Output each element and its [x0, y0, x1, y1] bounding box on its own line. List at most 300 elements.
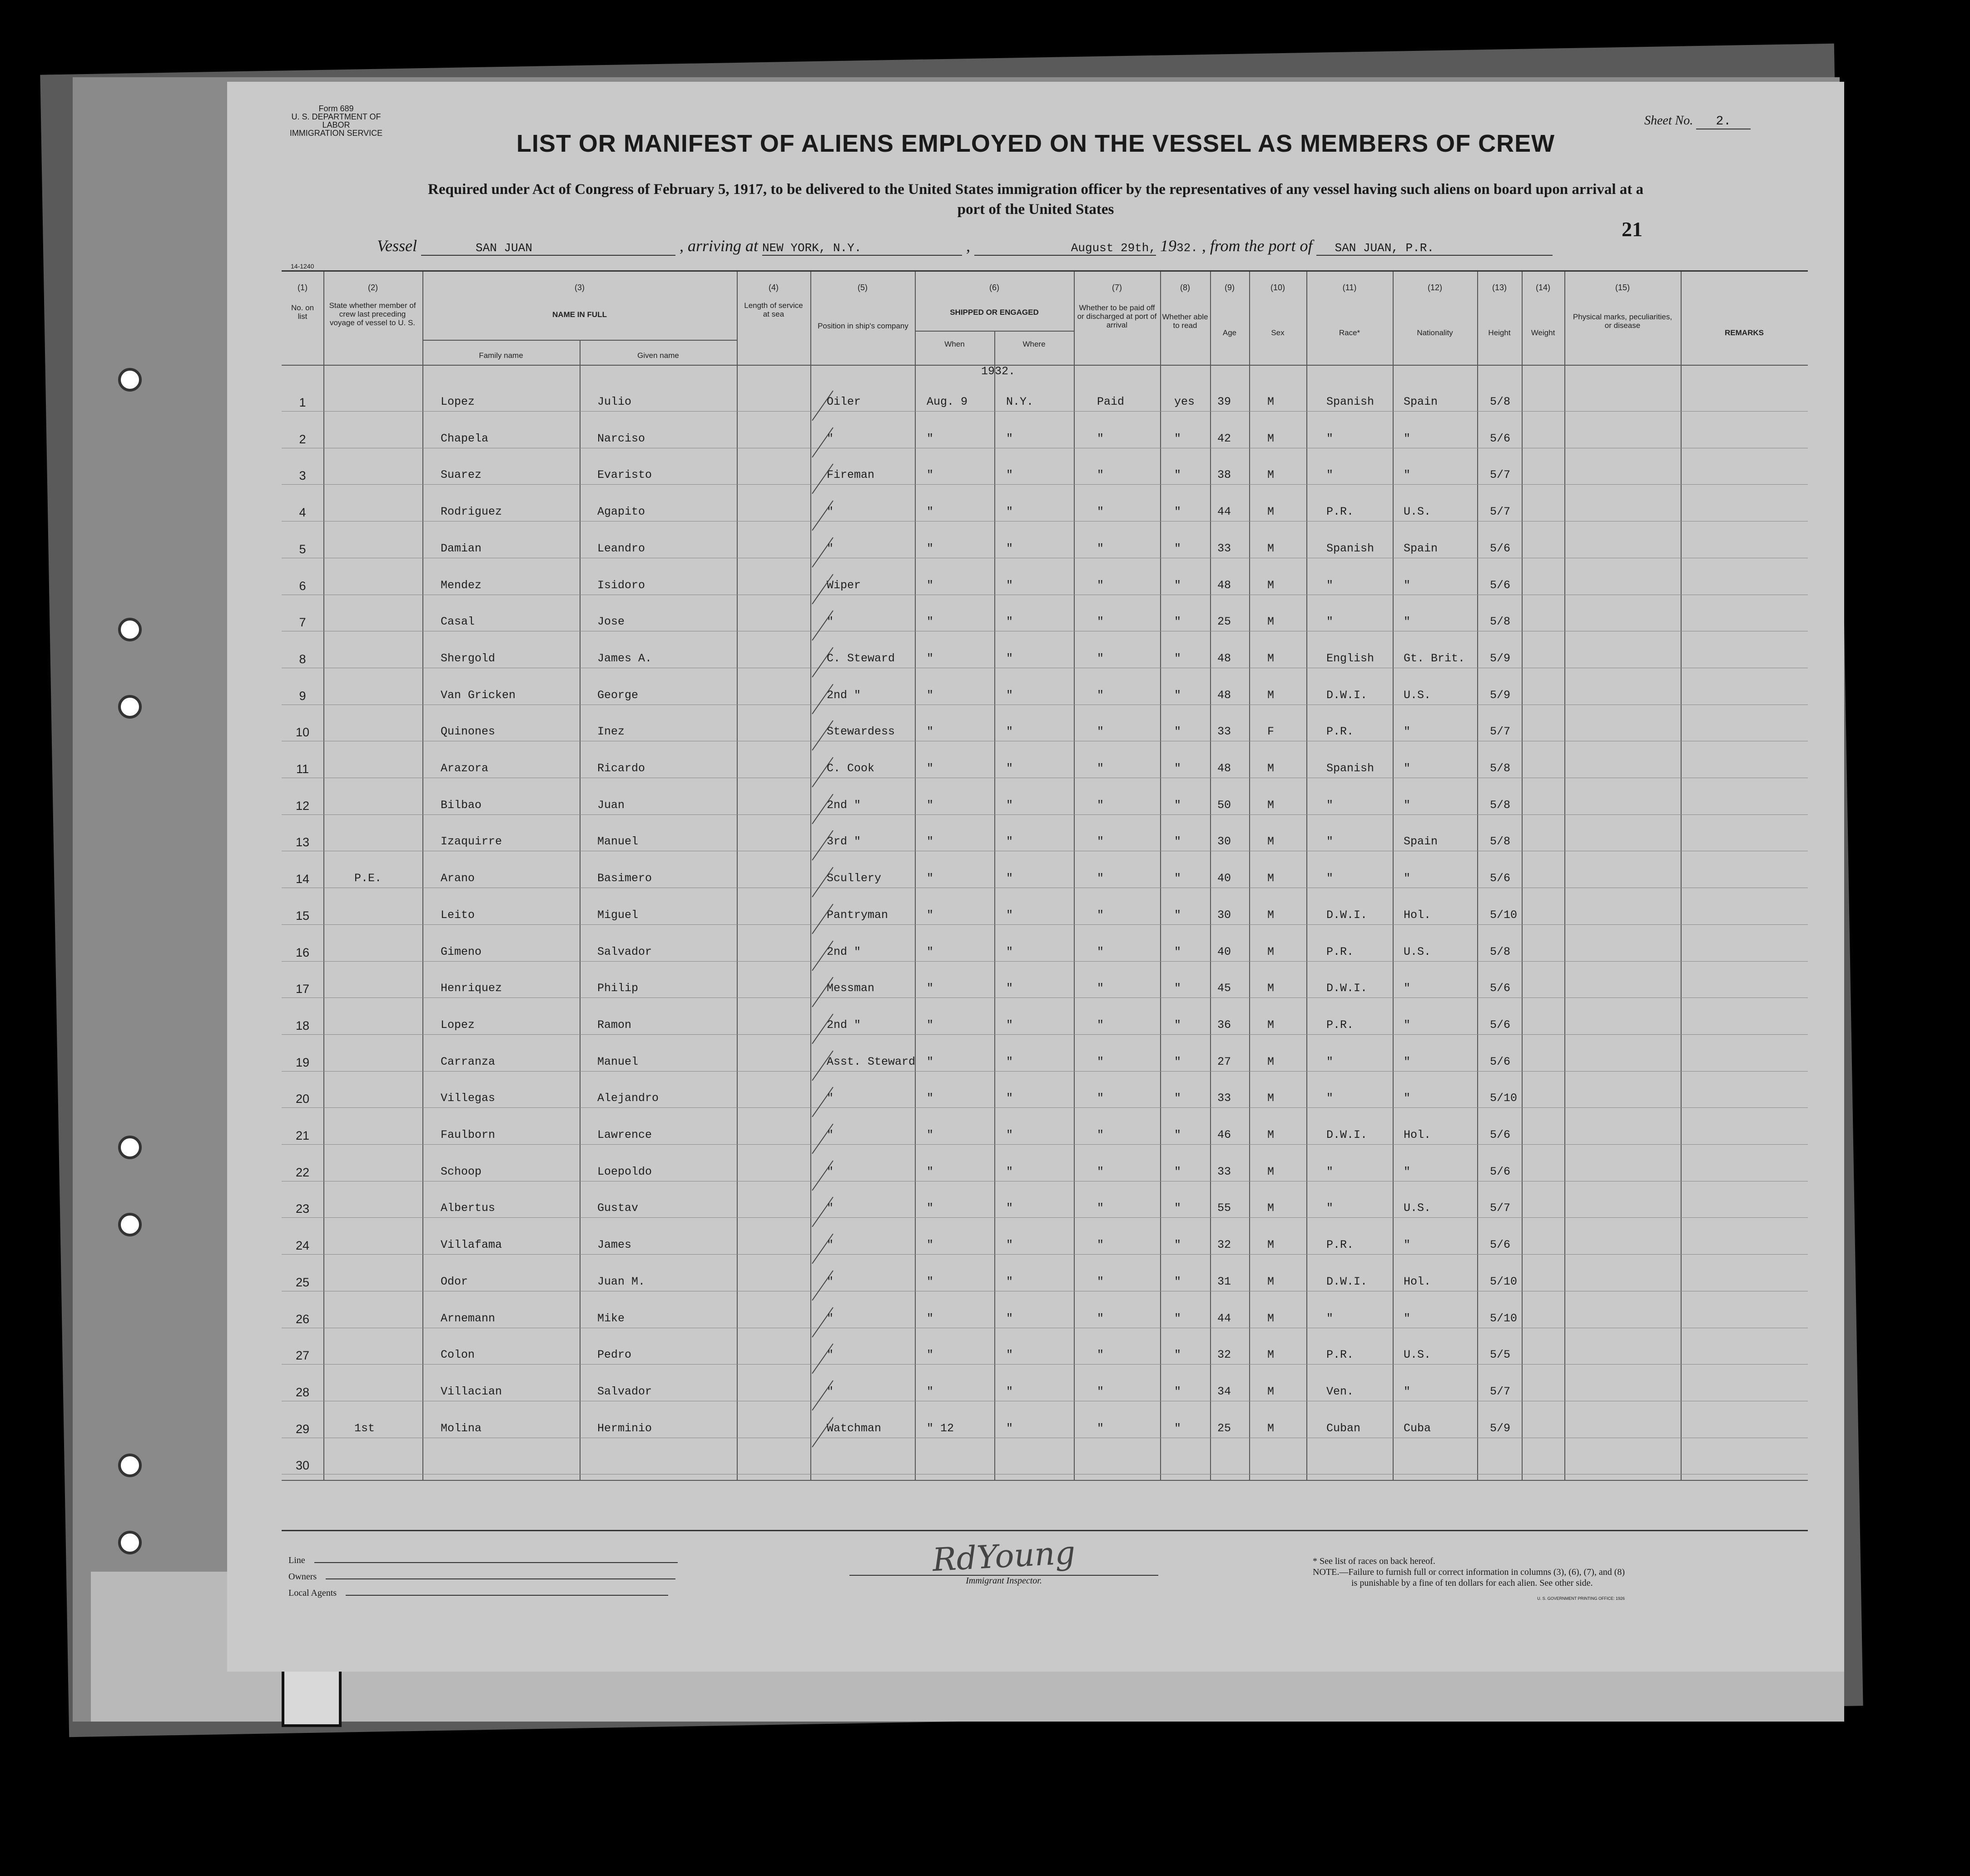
cell-given: Evaristo: [597, 468, 652, 482]
cell-family: Suarez: [441, 468, 482, 482]
row-number: 26: [295, 1312, 310, 1326]
row-number: 22: [295, 1165, 310, 1179]
cell-sex: M: [1267, 1385, 1275, 1398]
cell-height: 5/6: [1490, 872, 1511, 885]
cell-height: 5/7: [1490, 1385, 1511, 1398]
cell-race: Ven.: [1326, 1385, 1354, 1398]
cell-position: Scullery: [827, 872, 882, 885]
cell-sex: M: [1267, 1421, 1275, 1435]
cell-when: ": [927, 1128, 934, 1141]
cell-race: Spanish: [1326, 762, 1375, 775]
cell-read: ": [1174, 1311, 1181, 1325]
sheet-number: [1644, 114, 1751, 129]
cell-sex: M: [1267, 1018, 1275, 1032]
cell-sex: M: [1267, 872, 1275, 885]
row-number: 5: [299, 542, 306, 556]
column-divider: [1074, 272, 1075, 1480]
cell-age: 36: [1217, 1018, 1231, 1032]
cell-given: Ramon: [597, 1018, 632, 1032]
cell-race: Spanish: [1326, 541, 1375, 555]
year-note: 1932.: [981, 365, 1016, 378]
cell-family: Quinones: [441, 725, 496, 739]
binder-hole: [118, 1213, 142, 1236]
cell-read: ": [1174, 1421, 1181, 1435]
cell-race: Spanish: [1326, 395, 1375, 408]
cell-where: ": [1006, 982, 1013, 995]
cell-paid: ": [1097, 468, 1104, 482]
cell-when: ": [927, 1092, 934, 1105]
arriving-at-value: NEW YORK, N.Y.: [762, 241, 962, 256]
cell-height: 5/6: [1490, 1238, 1511, 1252]
cell-sex: M: [1267, 945, 1275, 958]
row-number: 9: [299, 689, 306, 703]
cell-when: ": [927, 798, 934, 812]
row-rule: [282, 1107, 1808, 1108]
cell-read: ": [1174, 762, 1181, 775]
sheet-value: 2.: [1696, 114, 1751, 129]
cell-given: Isidoro: [597, 578, 645, 592]
row-number: 24: [295, 1239, 310, 1253]
header-remarks: REMARKS: [1725, 328, 1764, 337]
header-able-read: Whether able to read: [1162, 313, 1208, 330]
row-number: 19: [295, 1055, 310, 1069]
cell-height: 5/9: [1490, 1421, 1511, 1435]
cell-given: Lawrence: [597, 1128, 652, 1141]
col-num-8: (8): [1180, 283, 1190, 292]
cell-nationality: Spain: [1404, 835, 1438, 849]
cell-nationality: ": [1404, 615, 1411, 629]
row-number: 18: [295, 1018, 310, 1032]
cell-family: Bilbao: [441, 798, 482, 812]
cell-nationality: ": [1404, 982, 1411, 995]
cell-where: ": [1006, 908, 1013, 922]
cell-position: 3rd ": [827, 835, 861, 849]
note-line2: is punishable by a fine of ten dollars for each alien. See other side.: [1351, 1578, 1593, 1588]
cell-sex: M: [1267, 1055, 1275, 1068]
cell-where: ": [1006, 505, 1013, 519]
cell-paid: ": [1097, 872, 1104, 885]
cell-family: Arano: [441, 872, 475, 885]
header-nationality: Nationality: [1417, 328, 1453, 337]
cell-when: ": [927, 578, 934, 592]
cell-height: 5/6: [1490, 1055, 1511, 1068]
cell-family: Odor: [441, 1275, 468, 1288]
cell-position: ": [827, 1128, 834, 1141]
cell-race: English: [1326, 651, 1375, 665]
cell-where: ": [1006, 1055, 1013, 1068]
cell-race: ": [1326, 872, 1334, 885]
cell-given: Ricardo: [597, 762, 645, 775]
cell-read: ": [1174, 835, 1181, 849]
col-num-4: (4): [769, 283, 779, 292]
cell-nationality: Gt. Brit.: [1404, 651, 1465, 665]
cell-family: Mendez: [441, 578, 482, 592]
cell-position: 2nd ": [827, 945, 861, 958]
row-number: 15: [295, 908, 310, 923]
column-divider: [422, 272, 423, 1480]
cell-race: ": [1326, 798, 1334, 812]
cell-read: ": [1174, 1092, 1181, 1105]
cell-given: Juan: [597, 798, 625, 812]
row-number: 17: [295, 982, 310, 996]
cell-height: 5/6: [1490, 1018, 1511, 1032]
cell-where: ": [1006, 688, 1013, 702]
cell-where: N.Y.: [1006, 395, 1034, 408]
cell-nationality: Hol.: [1404, 908, 1431, 922]
cell-paid: Paid: [1097, 395, 1125, 408]
cell-read: ": [1174, 1201, 1181, 1215]
cell-read: ": [1174, 1018, 1181, 1032]
cell-height: 5/7: [1490, 468, 1511, 482]
note-races: * See list of races on back hereof.: [1313, 1556, 1435, 1566]
footer-left: [288, 1552, 678, 1601]
cell-age: 48: [1217, 762, 1231, 775]
cell-when: ": [927, 1238, 934, 1252]
cell-when: Aug. 9: [927, 395, 968, 408]
binder-hole: [118, 618, 142, 641]
cell-paid: ": [1097, 835, 1104, 849]
sheet-label: Sheet No.: [1644, 114, 1693, 128]
cell-where: ": [1006, 1311, 1013, 1325]
cell-paid: ": [1097, 725, 1104, 739]
cell-given: Leandro: [597, 541, 645, 555]
cell-family: Izaquirre: [441, 835, 502, 849]
cell-paid: ": [1097, 1201, 1104, 1215]
cell-where: ": [1006, 541, 1013, 555]
cell-paid: ": [1097, 1238, 1104, 1252]
cell-sex: M: [1267, 468, 1275, 482]
cell-family: Henriquez: [441, 982, 502, 995]
cell-read: ": [1174, 615, 1181, 629]
column-divider: [1393, 272, 1394, 1480]
cell-read: ": [1174, 688, 1181, 702]
print-code-top: 14-1240: [291, 263, 314, 270]
cell-family: Van Gricken: [441, 688, 516, 702]
cell-nationality: ": [1404, 725, 1411, 739]
cell-race: P.R.: [1326, 1348, 1354, 1362]
cell-position: ": [827, 541, 834, 555]
cell-given: Miguel: [597, 908, 639, 922]
cell-nationality: U.S.: [1404, 505, 1431, 519]
cell-family: Leito: [441, 908, 475, 922]
cell-read: ": [1174, 982, 1181, 995]
cell-height: 5/7: [1490, 1201, 1511, 1215]
cell-age: 48: [1217, 578, 1231, 592]
cell-height: 5/6: [1490, 541, 1511, 555]
cell-given: Philip: [597, 982, 639, 995]
cell-nationality: ": [1404, 1385, 1411, 1398]
col-num-3: (3): [575, 283, 585, 292]
cell-age: 39: [1217, 395, 1231, 408]
form-number: Form 689: [318, 104, 354, 113]
cell-age: 40: [1217, 872, 1231, 885]
name-subheader-divider: [422, 340, 737, 341]
row-rule: [282, 1144, 1808, 1145]
page-number: 21: [1622, 218, 1642, 241]
cell-when: ": [927, 1165, 934, 1178]
col-num-14: (14): [1535, 283, 1550, 292]
column-divider: [1306, 272, 1307, 1480]
cell-paid: ": [1097, 1055, 1104, 1068]
cell-where: ": [1006, 578, 1013, 592]
cell-race: ": [1326, 578, 1334, 592]
cell-age: 50: [1217, 798, 1231, 812]
cell-sex: M: [1267, 1348, 1275, 1362]
cell-when: ": [927, 1311, 934, 1325]
cell-race: P.R.: [1326, 725, 1354, 739]
column-divider: [1522, 272, 1523, 1480]
cell-sex: M: [1267, 1275, 1275, 1288]
subtitle-line1: Required under Act of Congress of February 5, 1917, to be delivered to the United States immigration officer by the representatives of any vessel having such aliens on board upon arrival at a: [428, 181, 1643, 198]
arrival-date: August 29th,: [974, 241, 1156, 256]
cell-where: ": [1006, 872, 1013, 885]
cell-when: ": [927, 908, 934, 922]
row-rule: [282, 484, 1808, 485]
cell-read: ": [1174, 468, 1181, 482]
cell-paid: ": [1097, 945, 1104, 958]
row-rule: [282, 411, 1808, 412]
cell-age: 34: [1217, 1385, 1231, 1398]
cell-age: 33: [1217, 541, 1231, 555]
cell-given: James: [597, 1238, 632, 1252]
cell-race: D.W.I.: [1326, 982, 1368, 995]
crew-table: [282, 270, 1808, 1531]
cell-when: ": [927, 725, 934, 739]
cell-position: ": [827, 505, 834, 519]
cell-where: ": [1006, 945, 1013, 958]
row-number: 13: [295, 835, 310, 849]
col-num-1: (1): [298, 283, 308, 292]
cell-race: ": [1326, 1201, 1334, 1215]
col-num-7: (7): [1112, 283, 1122, 292]
printing-office: U. S. GOVERNMENT PRINTING OFFICE: 1926: [1537, 1596, 1625, 1601]
cell-age: 33: [1217, 1092, 1231, 1105]
cell-sex: F: [1267, 725, 1275, 739]
cell-when: ": [927, 1201, 934, 1215]
column-divider: [323, 272, 324, 1480]
cell-age: 32: [1217, 1348, 1231, 1362]
cell-nationality: Hol.: [1404, 1128, 1431, 1141]
cell-age: 42: [1217, 432, 1231, 445]
cell-paid: ": [1097, 578, 1104, 592]
binder-hole: [118, 368, 142, 392]
cell-family: Chapela: [441, 432, 489, 445]
cell-when: " 12: [927, 1421, 954, 1435]
row-number: 7: [299, 615, 306, 630]
cell-height: 5/6: [1490, 432, 1511, 445]
cell-race: ": [1326, 468, 1334, 482]
cell-sex: M: [1267, 1092, 1275, 1105]
cell-nationality: ": [1404, 1018, 1411, 1032]
cell-age: 25: [1217, 1421, 1231, 1435]
cell-race: P.R.: [1326, 945, 1354, 958]
cell-prev: 1st: [354, 1421, 375, 1435]
cell-paid: ": [1097, 908, 1104, 922]
cell-where: ": [1006, 1348, 1013, 1362]
cell-where: ": [1006, 798, 1013, 812]
cell-read: ": [1174, 1385, 1181, 1398]
cell-where: ": [1006, 615, 1013, 629]
cell-sex: M: [1267, 541, 1275, 555]
cell-height: 5/10: [1490, 1092, 1518, 1105]
cell-position: ": [827, 1385, 834, 1398]
header-state-whether: State whether member of crew last preceding voyage of vessel to U. S.: [329, 301, 416, 327]
row-number: 28: [295, 1385, 310, 1399]
cell-given: Narciso: [597, 432, 645, 445]
cell-position: Wiper: [827, 578, 861, 592]
cell-paid: ": [1097, 982, 1104, 995]
cell-paid: ": [1097, 615, 1104, 629]
cell-paid: ": [1097, 1311, 1104, 1325]
cell-nationality: ": [1404, 762, 1411, 775]
cell-family: Molina: [441, 1421, 482, 1435]
cell-read: ": [1174, 651, 1181, 665]
row-number: 12: [295, 799, 310, 813]
cell-read: ": [1174, 798, 1181, 812]
cell-height: 5/7: [1490, 725, 1511, 739]
local-agents-label: Local Agents: [288, 1588, 337, 1598]
cell-paid: ": [1097, 432, 1104, 445]
column-divider: [994, 331, 995, 1480]
cell-height: 5/10: [1490, 908, 1518, 922]
cell-height: 5/10: [1490, 1275, 1518, 1288]
row-number: 30: [295, 1459, 310, 1473]
col-num-11: (11): [1342, 283, 1357, 292]
cell-position: Messman: [827, 982, 875, 995]
cell-age: 30: [1217, 835, 1231, 849]
cell-given: Manuel: [597, 835, 639, 849]
row-rule: [282, 924, 1808, 925]
cell-sex: M: [1267, 651, 1275, 665]
cell-family: Lopez: [441, 395, 475, 408]
row-number: 23: [295, 1202, 310, 1216]
cell-where: ": [1006, 1421, 1013, 1435]
cell-family: Colon: [441, 1348, 475, 1362]
cell-age: 32: [1217, 1238, 1231, 1252]
cell-race: ": [1326, 432, 1334, 445]
header-name-in-full: NAME IN FULL: [552, 310, 607, 319]
col-num-13: (13): [1492, 283, 1507, 292]
cell-when: ": [927, 1055, 934, 1068]
cell-age: 48: [1217, 688, 1231, 702]
cell-race: ": [1326, 835, 1334, 849]
cell-when: ": [927, 688, 934, 702]
table-end-divider: [282, 1480, 1808, 1481]
cell-given: Julio: [597, 395, 632, 408]
column-divider: [1564, 272, 1565, 1480]
header-given-name: Given name: [637, 351, 679, 360]
manifest-sheet: [227, 82, 1844, 1672]
cell-nationality: ": [1404, 798, 1411, 812]
cell-given: Manuel: [597, 1055, 639, 1068]
cell-race: ": [1326, 1092, 1334, 1105]
cell-sex: M: [1267, 835, 1275, 849]
cell-paid: ": [1097, 688, 1104, 702]
col-num-9: (9): [1225, 283, 1235, 292]
cell-age: 44: [1217, 1311, 1231, 1325]
cell-nationality: ": [1404, 872, 1411, 885]
header-sex: Sex: [1271, 328, 1285, 337]
cell-prev: P.E.: [354, 872, 382, 885]
cell-given: Alejandro: [597, 1092, 659, 1105]
cell-read: ": [1174, 1348, 1181, 1362]
column-divider: [737, 272, 738, 1480]
cell-where: ": [1006, 835, 1013, 849]
column-divider: [915, 272, 916, 1480]
cell-sex: M: [1267, 762, 1275, 775]
cell-read: ": [1174, 541, 1181, 555]
cell-given: Agapito: [597, 505, 645, 519]
cell-paid: ": [1097, 762, 1104, 775]
cell-nationality: ": [1404, 1238, 1411, 1252]
cell-read: ": [1174, 432, 1181, 445]
cell-given: Gustav: [597, 1201, 639, 1215]
cell-position: Watchman: [827, 1421, 882, 1435]
cell-sex: M: [1267, 395, 1275, 408]
cell-paid: ": [1097, 1092, 1104, 1105]
header-length-service: Length of service at sea: [744, 301, 803, 318]
header-height: Height: [1488, 328, 1511, 337]
cell-sex: M: [1267, 615, 1275, 629]
arriving-label: , arriving at: [679, 237, 758, 255]
cell-race: ": [1326, 1311, 1334, 1325]
cell-given: George: [597, 688, 639, 702]
cell-when: ": [927, 1385, 934, 1398]
cell-where: ": [1006, 762, 1013, 775]
cell-race: P.R.: [1326, 505, 1354, 519]
cell-nationality: U.S.: [1404, 945, 1431, 958]
cell-sex: M: [1267, 688, 1275, 702]
cell-height: 5/8: [1490, 798, 1511, 812]
department-label: U. S. DEPARTMENT OF LABOR: [291, 112, 381, 129]
row-number: 11: [296, 762, 309, 776]
cell-when: ": [927, 872, 934, 885]
cell-height: 5/10: [1490, 1311, 1518, 1325]
cell-paid: ": [1097, 505, 1104, 519]
row-number: 3: [299, 469, 306, 483]
cell-family: Shergold: [441, 651, 496, 665]
header-weight: Weight: [1531, 328, 1555, 337]
cell-age: 30: [1217, 908, 1231, 922]
cell-family: Albertus: [441, 1201, 496, 1215]
row-number: 1: [299, 396, 306, 409]
cell-sex: M: [1267, 1238, 1275, 1252]
cell-read: yes: [1174, 395, 1195, 408]
from-port-value: SAN JUAN, P.R.: [1316, 241, 1553, 256]
row-rule: [282, 1364, 1808, 1365]
cell-sex: M: [1267, 578, 1275, 592]
col-num-5: (5): [858, 283, 868, 292]
cell-position: ": [827, 432, 834, 445]
page-title: LIST OR MANIFEST OF ALIENS EMPLOYED ON THE VESSEL AS MEMBERS OF CREW: [516, 130, 1555, 157]
cell-nationality: ": [1404, 578, 1411, 592]
row-rule: [282, 1254, 1808, 1255]
cell-given: Jose: [597, 615, 625, 629]
cell-sex: M: [1267, 1165, 1275, 1178]
cell-height: 5/8: [1490, 762, 1511, 775]
cell-family: Casal: [441, 615, 475, 629]
cell-when: ": [927, 1275, 934, 1288]
cell-where: ": [1006, 432, 1013, 445]
cell-position: 2nd ": [827, 798, 861, 812]
cell-where: ": [1006, 1018, 1013, 1032]
cell-position: ": [827, 1311, 834, 1325]
cell-age: 27: [1217, 1055, 1231, 1068]
cell-sex: M: [1267, 432, 1275, 445]
header-paid-off: Whether to be paid off or discharged at port of arrival: [1077, 303, 1157, 329]
cell-position: Stewardess: [827, 725, 895, 739]
cell-paid: ": [1097, 651, 1104, 665]
